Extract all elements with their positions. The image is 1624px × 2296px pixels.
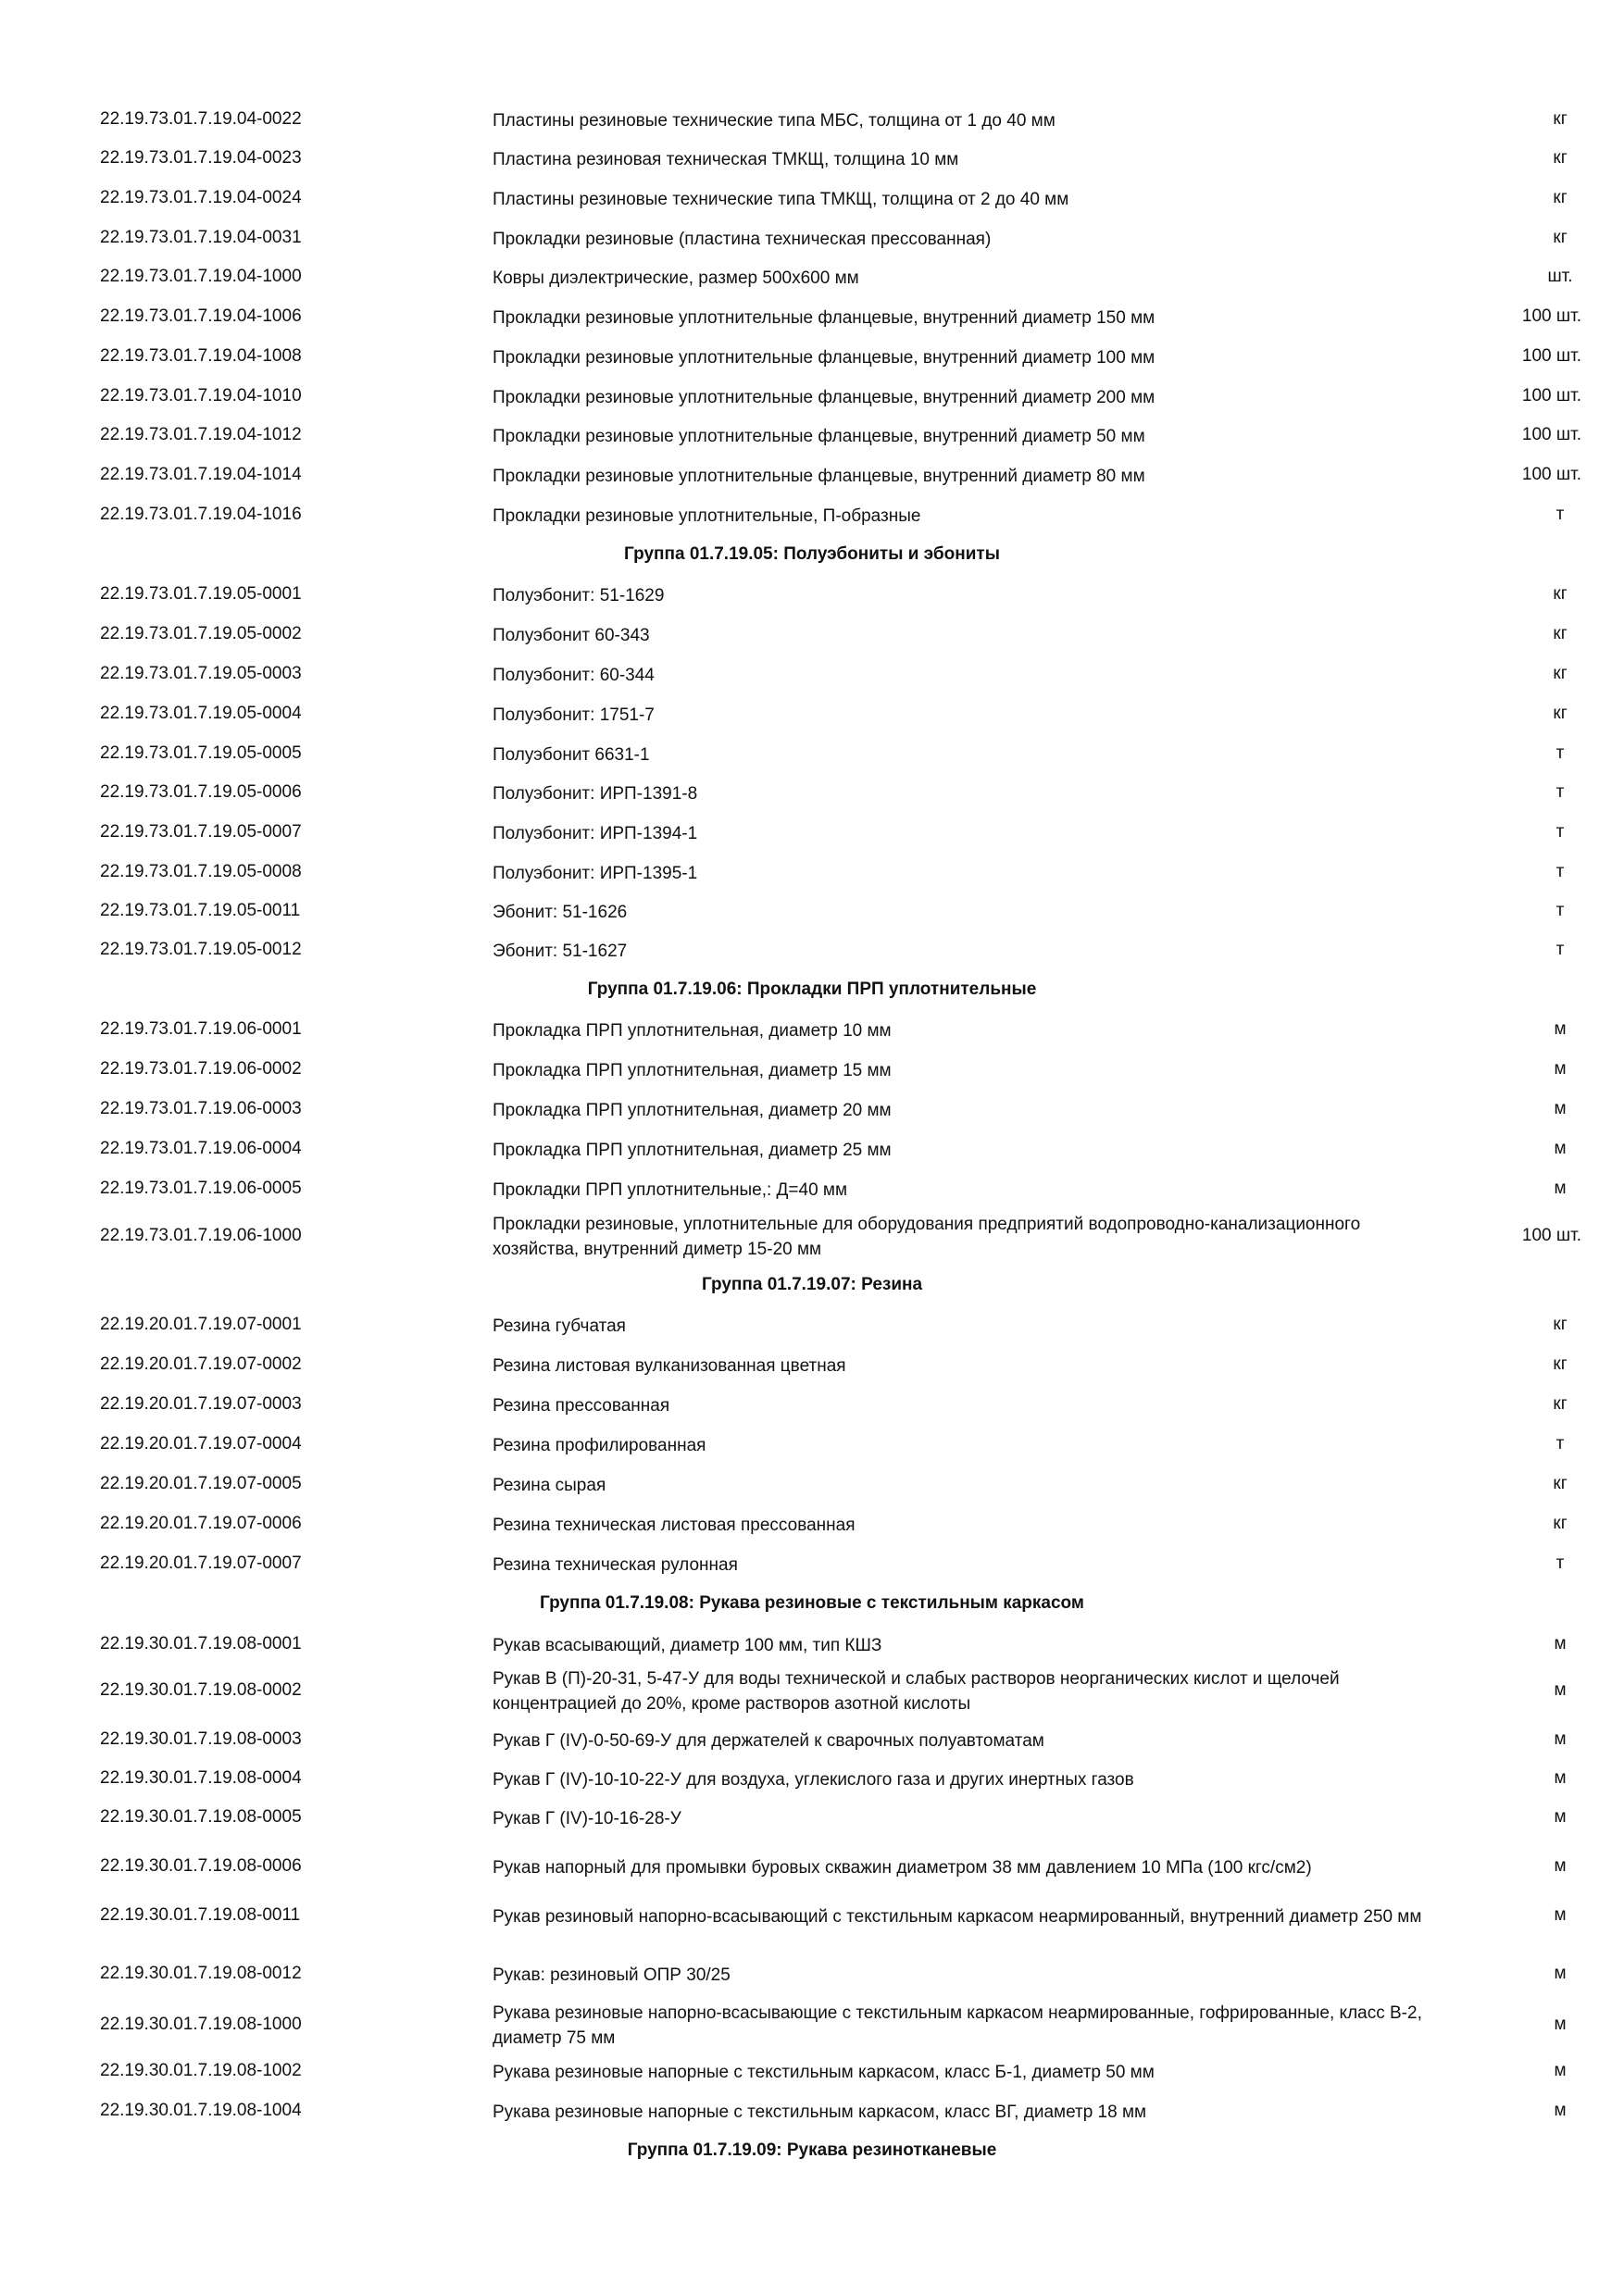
item-name: Полуэбонит: 51-1629: [493, 586, 665, 605]
item-code: 22.19.73.01.7.19.06-0005: [100, 1179, 302, 1198]
item-name: Резина прессованная: [493, 1396, 670, 1416]
item-code: 22.19.73.01.7.19.04-0024: [100, 188, 302, 207]
item-name: Прокладка ПРП уплотнительная, диаметр 10 мм: [493, 1021, 892, 1041]
item-code: 22.19.30.01.7.19.08-0003: [100, 1729, 302, 1749]
item-name: Пластины резиновые технические типа ТМКЩ, толщина от 2 до 40 мм: [493, 190, 1069, 209]
item-name: Прокладки резиновые уплотнительные фланцевые, внутренний диаметр 200 мм: [493, 388, 1156, 407]
item-name: Пластины резиновые технические типа МБС, толщина от 1 до 40 мм: [493, 111, 1056, 131]
item-code: 22.19.73.01.7.19.05-0002: [100, 624, 302, 643]
item-code: 22.19.73.01.7.19.05-0011: [100, 901, 301, 920]
item-unit: кг: [1553, 624, 1568, 643]
item-unit: м: [1554, 1768, 1567, 1788]
item-code: 22.19.73.01.7.19.04-1010: [100, 386, 302, 406]
item-name: Резина профилированная: [493, 1436, 706, 1455]
group-heading: Группа 01.7.19.05: Полуэбониты и эбониты: [624, 544, 1000, 564]
item-unit: м: [1554, 2061, 1567, 2080]
item-unit: м: [1554, 1680, 1567, 1700]
item-code: 22.19.30.01.7.19.08-0012: [100, 1964, 302, 1983]
item-unit: т: [1555, 862, 1565, 881]
item-unit: т: [1555, 1434, 1565, 1454]
item-code: 22.19.73.01.7.19.04-1012: [100, 425, 302, 444]
item-name: Резина сырая: [493, 1476, 606, 1495]
item-code: 22.19.30.01.7.19.08-1000: [100, 2015, 302, 2034]
item-name: Резина листовая вулканизованная цветная: [493, 1356, 846, 1376]
item-name: Прокладки резиновые уплотнительные фланцевые, внутренний диаметр 150 мм: [493, 308, 1156, 328]
item-name: Рукав напорный для промывки буровых скважин диаметром 38 мм давлением 10 МПа (100 кгс/см2): [493, 1858, 1312, 1878]
item-name: Резина техническая рулонная: [493, 1555, 738, 1575]
item-code: 22.19.30.01.7.19.08-0011: [100, 1905, 301, 1925]
item-unit: шт.: [1547, 267, 1573, 286]
item-unit: т: [1555, 822, 1565, 842]
item-unit: 100 шт.: [1521, 306, 1581, 326]
item-code: 22.19.73.01.7.19.05-0007: [100, 822, 302, 842]
item-code: 22.19.20.01.7.19.07-0006: [100, 1514, 302, 1533]
item-code: 22.19.73.01.7.19.06-0001: [100, 1019, 302, 1039]
item-code: 22.19.20.01.7.19.07-0007: [100, 1554, 302, 1573]
item-name: Ковры диэлектрические, размер 500х600 мм: [493, 268, 859, 288]
item-unit: 100 шт.: [1521, 425, 1581, 444]
item-name: Прокладки ПРП уплотнительные,: Д=40 мм: [493, 1180, 848, 1200]
item-name: Рукава резиновые напорные с текстильным каркасом, класс ВГ, диаметр 18 мм: [493, 2103, 1147, 2122]
item-code: 22.19.73.01.7.19.05-0003: [100, 664, 302, 683]
item-name: Рукав В (П)-20-31, 5-47-У для воды технической и слабых растворов неорганических кислот и щелочей концентрацией до 20%, кроме растворов азотной кислоты: [493, 1669, 1340, 1714]
item-code: 22.19.73.01.7.19.05-0001: [100, 584, 302, 604]
item-unit: 100 шт.: [1521, 386, 1581, 406]
item-code: 22.19.73.01.7.19.05-0005: [100, 743, 302, 763]
item-unit: м: [1554, 1634, 1567, 1653]
item-name: Резина губчатая: [493, 1316, 626, 1336]
group-heading: Группа 01.7.19.07: Резина: [701, 1275, 923, 1294]
item-code: 22.19.20.01.7.19.07-0003: [100, 1394, 302, 1414]
item-name: Полуэбонит: 60-344: [493, 666, 655, 685]
item-name: Эбонит: 51-1627: [493, 942, 628, 961]
item-unit: кг: [1553, 704, 1568, 723]
item-code: 22.19.73.01.7.19.05-0006: [100, 782, 302, 802]
item-code: 22.19.73.01.7.19.04-1006: [100, 306, 302, 326]
item-name: Полуэбонит: ИРП-1394-1: [493, 824, 698, 843]
item-name: Прокладки резиновые уплотнительные фланцевые, внутренний диаметр 50 мм: [493, 427, 1145, 446]
item-name: Прокладки резиновые (пластина техническая прессованная): [493, 230, 992, 249]
item-code: 22.19.73.01.7.19.06-1000: [100, 1226, 302, 1245]
item-code: 22.19.73.01.7.19.04-1000: [100, 267, 302, 286]
item-name: Прокладка ПРП уплотнительная, диаметр 25 мм: [493, 1141, 892, 1160]
item-name: Эбонит: 51-1626: [493, 903, 628, 922]
item-code: 22.19.30.01.7.19.08-0002: [100, 1680, 302, 1700]
item-code: 22.19.73.01.7.19.04-0022: [100, 109, 302, 129]
item-name: Пластина резиновая техническая ТМКЩ, толщина 10 мм: [493, 150, 959, 169]
item-code: 22.19.30.01.7.19.08-0004: [100, 1768, 302, 1788]
item-unit: м: [1554, 1807, 1567, 1827]
item-code: 22.19.73.01.7.19.04-1016: [100, 505, 302, 524]
item-code: 22.19.73.01.7.19.04-0023: [100, 148, 302, 168]
group-heading: Группа 01.7.19.06: Прокладки ПРП уплотнительные: [587, 980, 1037, 999]
item-unit: м: [1554, 1019, 1567, 1039]
item-code: 22.19.30.01.7.19.08-0005: [100, 1807, 302, 1827]
item-unit: т: [1555, 505, 1565, 524]
item-unit: кг: [1553, 228, 1568, 247]
item-unit: м: [1554, 1059, 1567, 1079]
item-unit: т: [1555, 901, 1565, 920]
item-name: Рукав Г (IV)-10-10-22-У для воздуха, углекислого газа и других инертных газов: [493, 1770, 1134, 1790]
item-unit: м: [1554, 1139, 1567, 1158]
item-code: 22.19.73.01.7.19.06-0002: [100, 1059, 302, 1079]
item-unit: кг: [1553, 1354, 1568, 1374]
item-code: 22.19.73.01.7.19.04-1008: [100, 346, 302, 366]
item-unit: м: [1554, 2101, 1567, 2120]
item-name: Прокладки резиновые уплотнительные фланцевые, внутренний диаметр 80 мм: [493, 467, 1145, 486]
item-unit: кг: [1553, 1514, 1568, 1533]
item-unit: кг: [1553, 664, 1568, 683]
item-unit: кг: [1553, 1315, 1568, 1334]
item-unit: кг: [1553, 188, 1568, 207]
item-code: 22.19.73.01.7.19.05-0008: [100, 862, 302, 881]
item-code: 22.19.30.01.7.19.08-0001: [100, 1634, 302, 1653]
item-unit: 100 шт.: [1521, 465, 1581, 484]
item-unit: м: [1554, 1905, 1567, 1925]
item-name: Прокладки резиновые, уплотнительные для оборудования предприятий водопроводно-канализационного хозяйства, внутренний диметр 15-20 мм: [493, 1215, 1361, 1259]
item-code: 22.19.73.01.7.19.04-0031: [100, 228, 302, 247]
item-unit: м: [1554, 1179, 1567, 1198]
item-code: 22.19.73.01.7.19.05-0012: [100, 940, 302, 959]
item-name: Полуэбонит 6631-1: [493, 745, 650, 765]
item-unit: м: [1554, 1964, 1567, 1983]
item-name: Рукав резиновый напорно-всасывающий с текстильным каркасом неармированный, внутренний диаметр 250 мм: [493, 1907, 1422, 1927]
item-unit: кг: [1553, 109, 1568, 129]
group-heading: Группа 01.7.19.08: Рукава резиновые с текстильным каркасом: [540, 1593, 1084, 1613]
item-name: Прокладка ПРП уплотнительная, диаметр 20 мм: [493, 1101, 892, 1120]
item-unit: м: [1554, 1099, 1567, 1118]
item-name: Прокладки резиновые уплотнительные фланцевые, внутренний диаметр 100 мм: [493, 348, 1156, 368]
item-code: 22.19.20.01.7.19.07-0001: [100, 1315, 302, 1334]
item-unit: кг: [1553, 148, 1568, 168]
item-unit: т: [1555, 782, 1565, 802]
group-heading: Группа 01.7.19.09: Рукава резинотканевые: [627, 2140, 997, 2160]
item-name: Рукав: резиновый ОПР 30/25: [493, 1965, 731, 1985]
item-unit: 100 шт.: [1521, 1226, 1581, 1245]
item-unit: м: [1554, 2015, 1567, 2034]
item-name: Прокладки резиновые уплотнительные, П-образные: [493, 506, 921, 526]
item-name: Рукав Г (IV)-10-16-28-У: [493, 1809, 681, 1828]
item-code: 22.19.73.01.7.19.05-0004: [100, 704, 302, 723]
item-name: Полуэбонит: ИРП-1395-1: [493, 864, 698, 883]
item-unit: кг: [1553, 1474, 1568, 1493]
item-code: 22.19.30.01.7.19.08-1004: [100, 2101, 302, 2120]
item-code: 22.19.73.01.7.19.06-0003: [100, 1099, 302, 1118]
item-name: Рукава резиновые напорно-всасывающие с текстильным каркасом неармированные, гофрированные, класс В-2, диаметр 75 мм: [493, 2003, 1422, 2048]
item-code: 22.19.20.01.7.19.07-0002: [100, 1354, 302, 1374]
item-unit: 100 шт.: [1521, 346, 1581, 366]
item-name: Рукава резиновые напорные с текстильным каркасом, класс Б-1, диаметр 50 мм: [493, 2063, 1155, 2082]
item-name: Полуэбонит 60-343: [493, 626, 650, 645]
item-unit: т: [1555, 743, 1565, 763]
item-code: 22.19.30.01.7.19.08-0006: [100, 1856, 302, 1876]
item-name: Прокладка ПРП уплотнительная, диаметр 15 мм: [493, 1061, 892, 1080]
item-unit: т: [1555, 940, 1565, 959]
item-name: Рукав всасывающий, диаметр 100 мм, тип КШЗ: [493, 1636, 882, 1655]
item-code: 22.19.30.01.7.19.08-1002: [100, 2061, 302, 2080]
item-code: 22.19.73.01.7.19.06-0004: [100, 1139, 302, 1158]
item-name: Полуэбонит: 1751-7: [493, 705, 655, 725]
item-name: Резина техническая листовая прессованная: [493, 1516, 856, 1535]
item-unit: кг: [1553, 1394, 1568, 1414]
item-code: 22.19.73.01.7.19.04-1014: [100, 465, 302, 484]
item-unit: кг: [1553, 584, 1568, 604]
item-unit: м: [1554, 1729, 1567, 1749]
item-code: 22.19.20.01.7.19.07-0004: [100, 1434, 302, 1454]
item-name: Рукав Г (IV)-0-50-69-У для держателей к сварочных полуавтоматам: [493, 1731, 1044, 1751]
item-unit: т: [1555, 1554, 1565, 1573]
item-name: Полуэбонит: ИРП-1391-8: [493, 784, 698, 804]
item-unit: м: [1554, 1856, 1567, 1876]
item-code: 22.19.20.01.7.19.07-0005: [100, 1474, 302, 1493]
